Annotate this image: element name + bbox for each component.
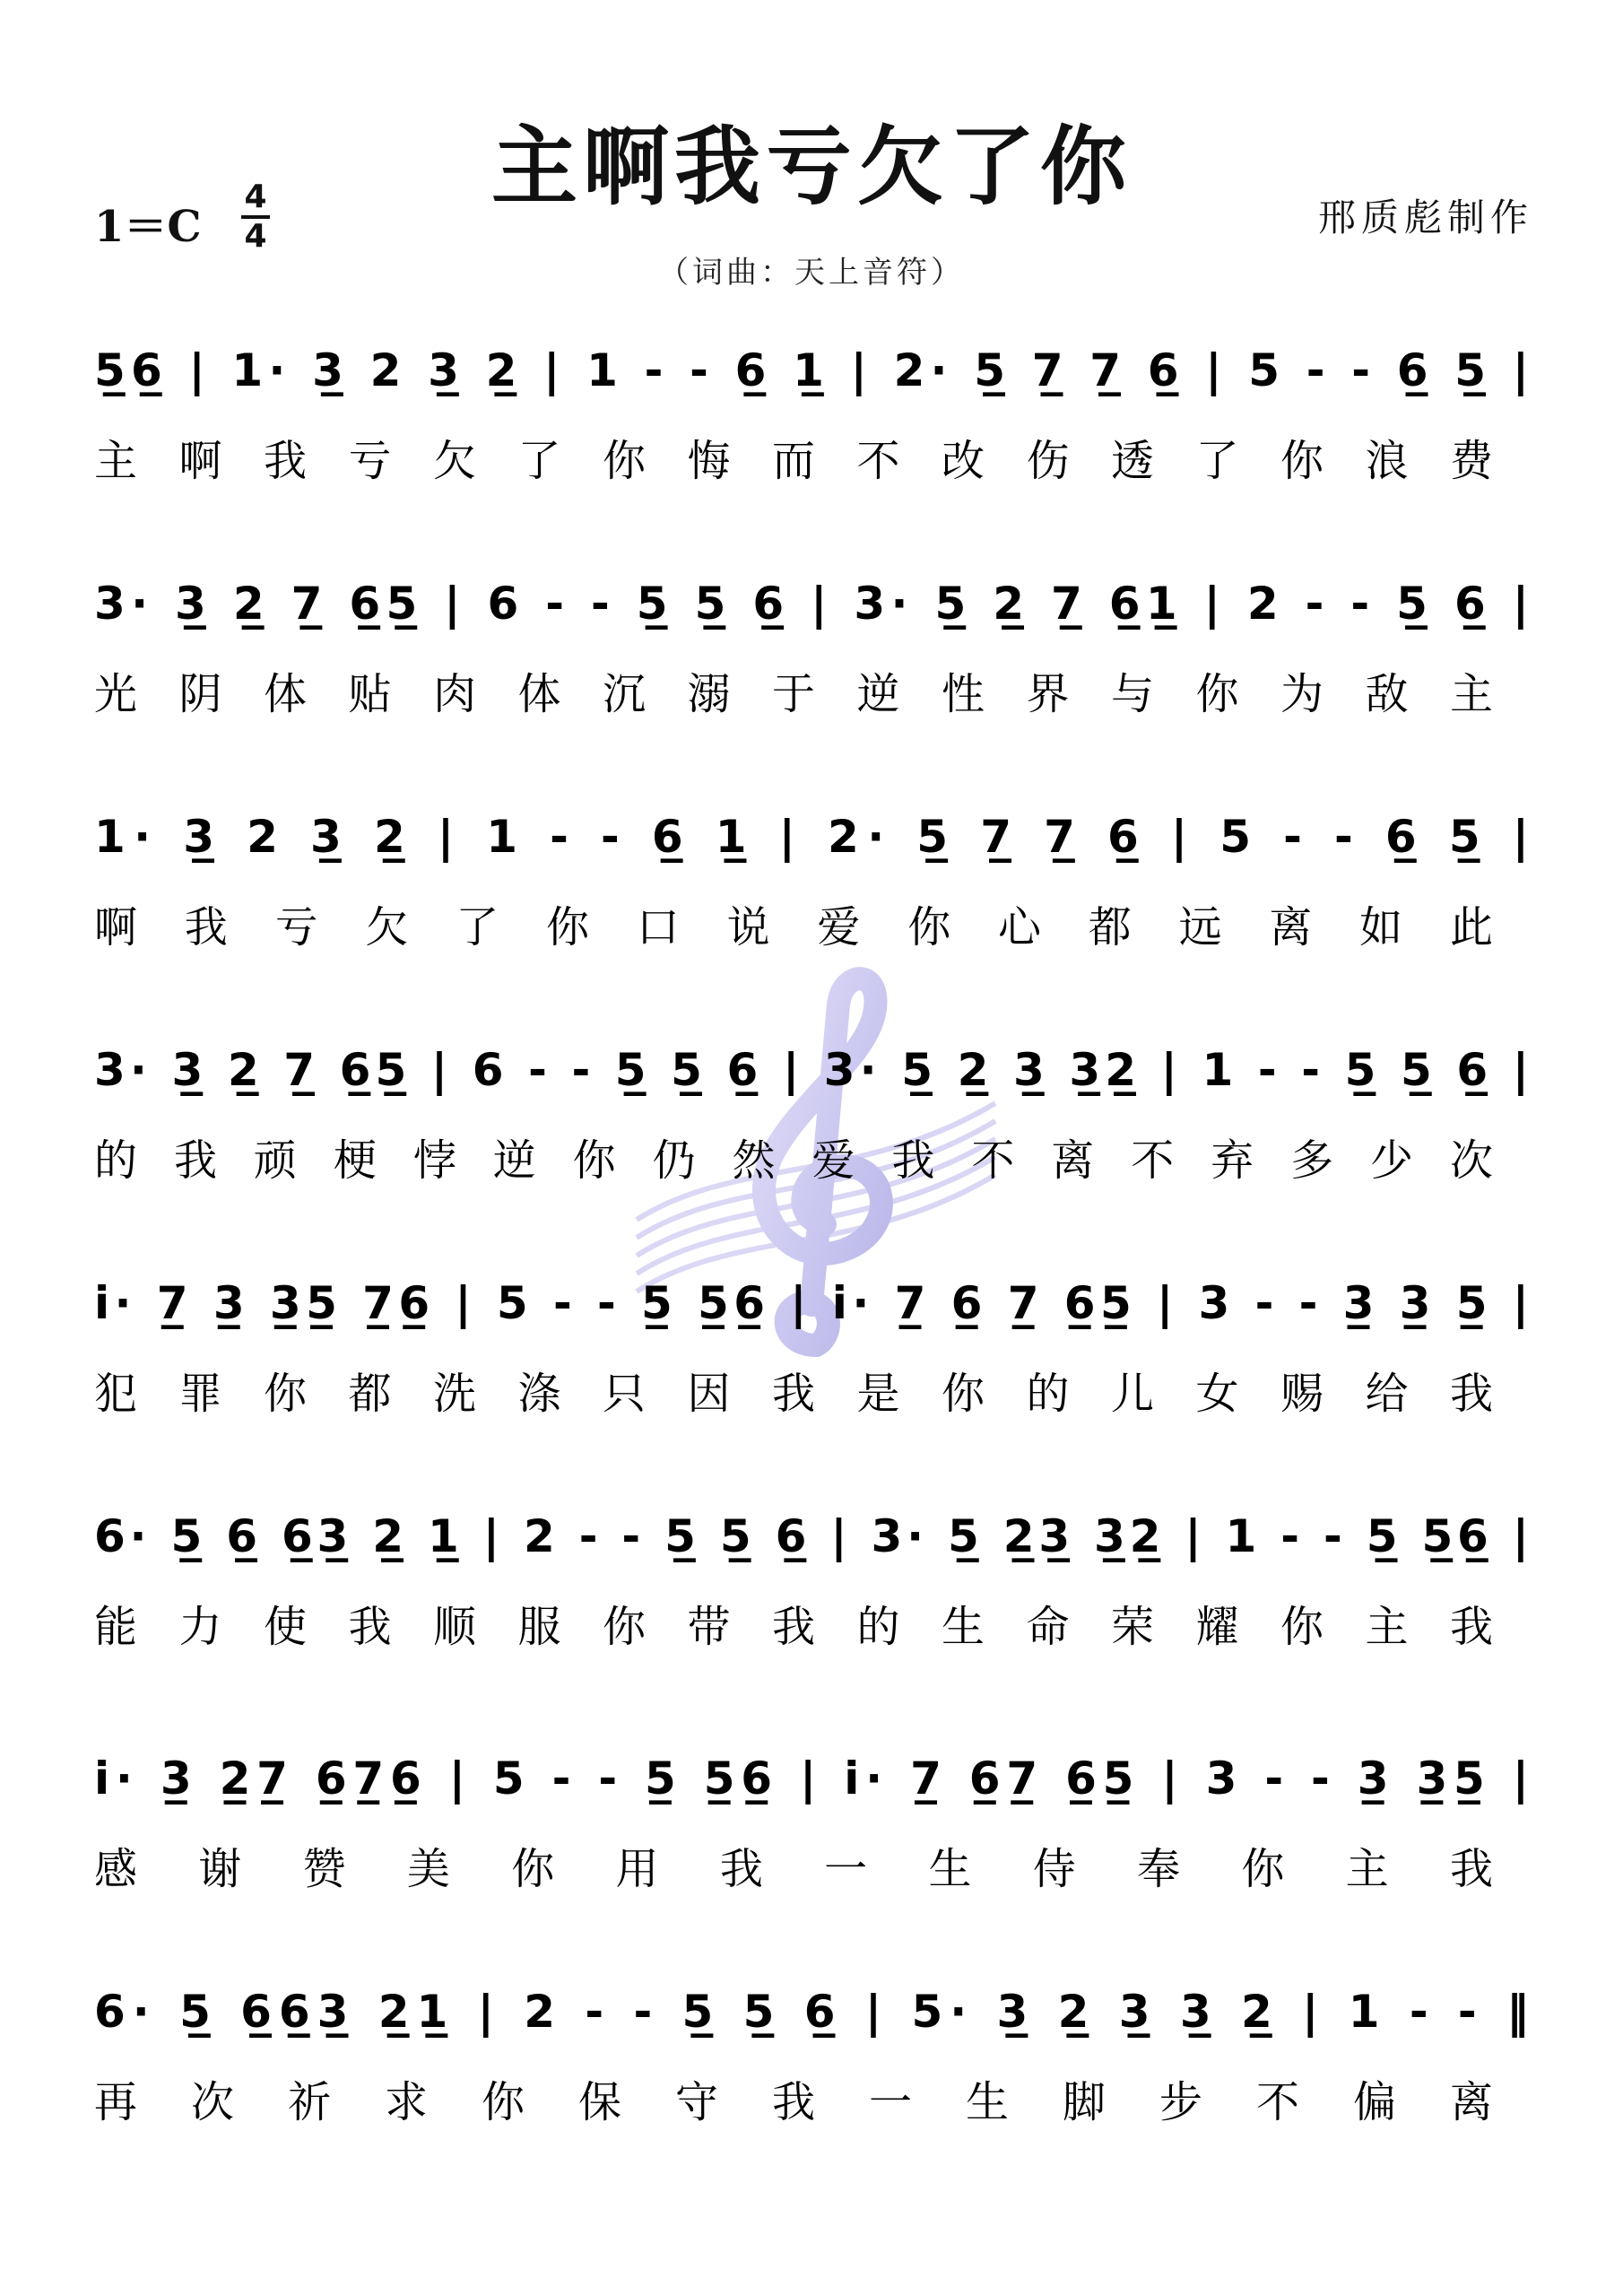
lyrics-line: 犯罪你都洗涤只因我是你的儿女赐给我: [94, 1369, 1493, 1419]
time-signature-top: 4: [244, 178, 267, 215]
notation-line: 6· 5̲ 6̲ 6̲3̲ 2̲ 1̲ | 2 - - 5̲ 5̲ 6̲ | 3· 5̲ 2̲3̲ 3̲2̲ | 1 - - 5̲ 5̲6̲ |: [94, 1510, 1530, 1562]
notation-line: 1· 3̲ 2 3̲ 2̲ | 1 - - 6̲ 1̲ | 2· 5̲ 7̲ 7̲ 6̲ | 5 - - 6̲ 5̲ |: [94, 811, 1530, 863]
notation-line: 6· 5̲ 6̲6̲3̲ 2̲1̲ | 2 - - 5̲ 5̲ 6̲ | 5· 3̲ 2̲ 3̲ 3̲ 2̲ | 1 - - ‖: [94, 1986, 1530, 2038]
time-signature-bottom: 4: [244, 218, 267, 255]
notation-line: 3· 3̲ 2̲ 7̲ 6̲5̲ | 6 - - 5̲ 5̲ 6̲ | 3· 5̲ 2̲ 3̲ 3̲2̲ | 1 - - 5̲ 5̲ 6̲ |: [94, 1044, 1530, 1096]
lyrics-music-credit: （词曲：天上音符）: [658, 255, 965, 291]
score-row: [94, 1752, 1529, 1894]
score-row: [94, 1044, 1529, 1186]
lyrics-line: 能力使我顺服你带我的生命荣耀你主我: [94, 1602, 1493, 1652]
score-row: [94, 1510, 1529, 1652]
notation-line: 5̲6̲ | 1· 3̲ 2 3̲ 2̲ | 1 - - 6̲ 1̲ | 2· 5̲ 7̲ 7̲ 6̲ | 5 - - 6̲ 5̲ |: [94, 344, 1529, 396]
score-row: [94, 578, 1529, 719]
lyrics-line: 的我顽梗悖逆你仍然爱我不离不弃多少次: [94, 1135, 1493, 1186]
lyrics-line: 主啊我亏欠了你悔而不改伤透了你浪费: [94, 436, 1493, 486]
notation-line: 3· 3̲ 2̲ 7̲ 6̲5̲ | 6 - - 5̲ 5̲ 6̲ | 3· 5̲ 2̲ 7̲ 6̲1̲ | 2 - - 5̲ 6̲ |: [94, 578, 1529, 630]
lyrics-line: 啊我亏欠了你口说爱你心都远离如此: [94, 902, 1493, 952]
lyrics-line: 感谢赞美你用我一生侍奉你主我: [94, 1844, 1494, 1894]
notation-line: i· 7̲ 3̲ 3̲5̲ 7̲6̲ | 5 - - 5̲ 5̲6̲ | i· 7̲ 6̲ 7̲ 6̲5̲ | 3 - - 3̲ 3̲ 5̲ |: [94, 1277, 1529, 1329]
lyrics-line: 再次祈求你保守我一生脚步不偏离: [94, 2077, 1493, 2127]
score-row: [94, 1986, 1529, 2127]
key-signature: 1＝C: [94, 202, 202, 252]
score-row: [94, 811, 1529, 952]
song-title: 主啊我亏欠了你: [491, 116, 1132, 217]
author-credit: 邢质彪制作: [1317, 196, 1533, 239]
lyrics-line: 光阴体贴肉体沉溺于逆性界与你为敌主: [94, 669, 1493, 719]
score-row: [94, 344, 1529, 486]
score-row: [94, 1277, 1529, 1419]
notation-line: i· 3̲ 2̲7̲ 6̲7̲6̲ | 5 - - 5̲ 5̲6̲ | i· 7̲ 6̲7̲ 6̲5̲ | 3 - - 3̲ 3̲5̲ |: [94, 1752, 1530, 1805]
